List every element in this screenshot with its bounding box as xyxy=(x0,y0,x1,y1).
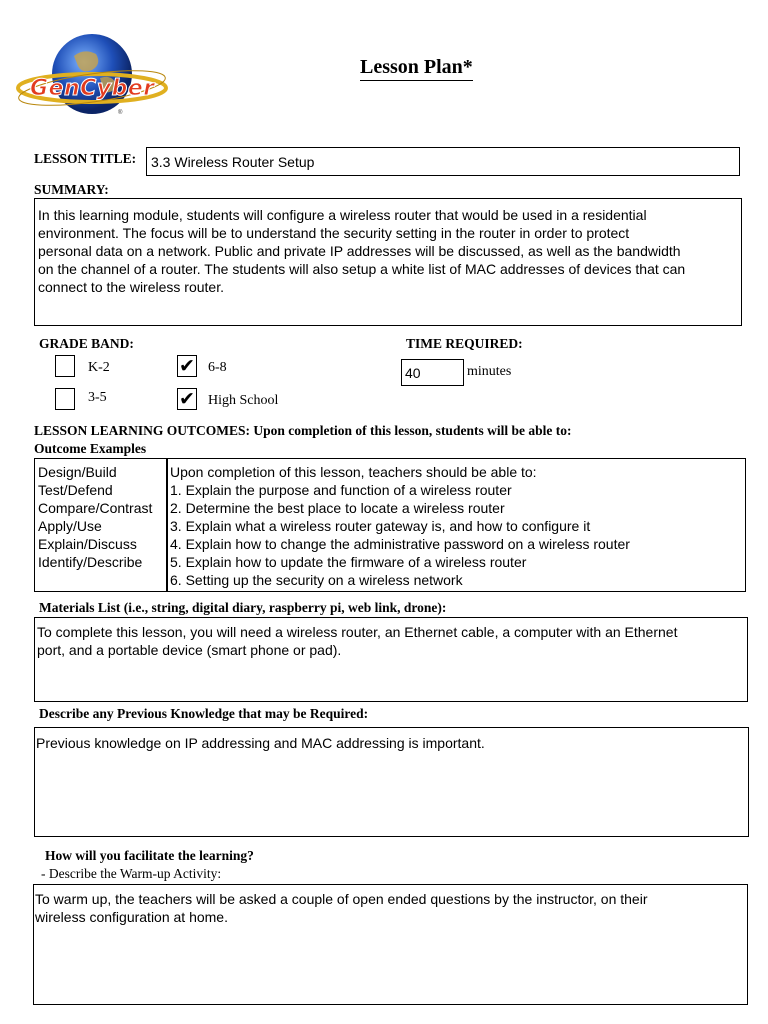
previous-knowledge-field[interactable] xyxy=(34,727,749,837)
facilitate-label: How will you facilitate the learning? xyxy=(45,848,254,863)
gencyber-logo xyxy=(14,26,170,130)
checkbox-k2-label: K-2 xyxy=(88,360,110,375)
time-required-label: TIME REQUIRED: xyxy=(406,336,523,351)
outcome-examples-list xyxy=(38,463,152,571)
materials-text xyxy=(37,623,677,659)
summary-label: SUMMARY: xyxy=(34,182,109,197)
page-title-text: Lesson Plan* xyxy=(360,56,473,78)
checkbox-high-school[interactable]: ✔ xyxy=(177,388,197,410)
outcome-item: 3. Explain what a wireless router gateway is, and how to configure it xyxy=(170,518,591,534)
time-required-unit: minutes xyxy=(467,364,512,379)
warmup-line: wireless configuration at home. xyxy=(35,909,228,925)
warmup-field[interactable] xyxy=(33,884,748,1005)
outcome-item: Upon completion of this lesson, teachers should be able to: xyxy=(170,464,537,480)
grade-band-label: GRADE BAND: xyxy=(39,336,134,351)
time-required-value: 40 xyxy=(405,365,421,381)
logo-wordmark: GenCyber xyxy=(30,76,155,101)
outcome-example: Compare/Contrast xyxy=(38,500,153,516)
checkbox-k2[interactable] xyxy=(55,355,75,377)
checkbox-6-8[interactable]: ✔ xyxy=(177,355,197,377)
outcome-example: Design/Build xyxy=(38,464,117,480)
materials-field[interactable] xyxy=(34,617,748,702)
checkbox-6-8-label: 6-8 xyxy=(208,360,227,375)
lesson-title-value: 3.3 Wireless Router Setup xyxy=(151,154,315,170)
outcome-examples-label: Outcome Examples xyxy=(34,441,147,456)
checkbox-3-5[interactable] xyxy=(55,388,75,410)
outcome-example: Apply/Use xyxy=(38,518,102,534)
outcome-item: 4. Explain how to change the administrative password on a wireless router xyxy=(170,536,630,552)
materials-line: To complete this lesson, you will need a wireless router, an Ethernet cable, a computer with an Ethernet xyxy=(37,624,678,640)
page-title xyxy=(360,56,473,81)
summary-line: on the channel of a router. The students will also setup a white list of MAC addresses of devices that can xyxy=(38,261,686,277)
checkbox-high-school-label: High School xyxy=(208,393,279,408)
time-required-field[interactable] xyxy=(401,359,464,386)
outcome-item: 6. Setting up the security on a wireless network xyxy=(170,572,463,588)
outcomes-table xyxy=(34,458,746,592)
lesson-title-label: LESSON TITLE: xyxy=(34,151,137,166)
checkbox-3-5-label: 3-5 xyxy=(88,390,107,405)
outcome-example: Explain/Discuss xyxy=(38,536,137,552)
outcomes-divider xyxy=(166,459,168,591)
outcome-item: 1. Explain the purpose and function of a wireless router xyxy=(170,482,512,498)
summary-field[interactable] xyxy=(34,198,742,326)
previous-knowledge-label: Describe any Previous Knowledge that may be Required: xyxy=(39,706,369,721)
logo-trademark: ® xyxy=(118,110,123,116)
summary-line: connect to the wireless router. xyxy=(38,279,224,295)
summary-line: personal data on a network. Public and private IP addresses will be discussed, as well as the bandwidth xyxy=(38,243,681,259)
summary-text xyxy=(38,206,685,296)
warmup-sublabel: - Describe the Warm-up Activity: xyxy=(41,866,222,881)
lesson-title-field[interactable] xyxy=(146,147,740,176)
warmup-text xyxy=(35,890,647,926)
previous-knowledge-text: Previous knowledge on IP addressing and MAC addressing is important. xyxy=(36,735,485,751)
summary-line: In this learning module, students will configure a wireless router that would be used in a residential xyxy=(38,207,647,223)
materials-line: port, and a portable device (smart phone or pad). xyxy=(37,642,342,658)
outcome-item: 2. Determine the best place to locate a wireless router xyxy=(170,500,505,516)
materials-label: Materials List (i.e., string, digital diary, raspberry pi, web link, drone): xyxy=(39,600,447,615)
outcomes-heading: LESSON LEARNING OUTCOMES: Upon completion of this lesson, students will be able to: xyxy=(34,423,572,438)
outcome-items-list[interactable] xyxy=(170,463,630,589)
warmup-line: To warm up, the teachers will be asked a couple of open ended questions by the instructor, on their xyxy=(35,891,648,907)
outcome-example: Identify/Describe xyxy=(38,554,143,570)
outcome-example: Test/Defend xyxy=(38,482,113,498)
outcome-item: 5. Explain how to update the firmware of a wireless router xyxy=(170,554,527,570)
summary-line: environment. The focus will be to understand the security setting in the router in order to protect xyxy=(38,225,630,241)
